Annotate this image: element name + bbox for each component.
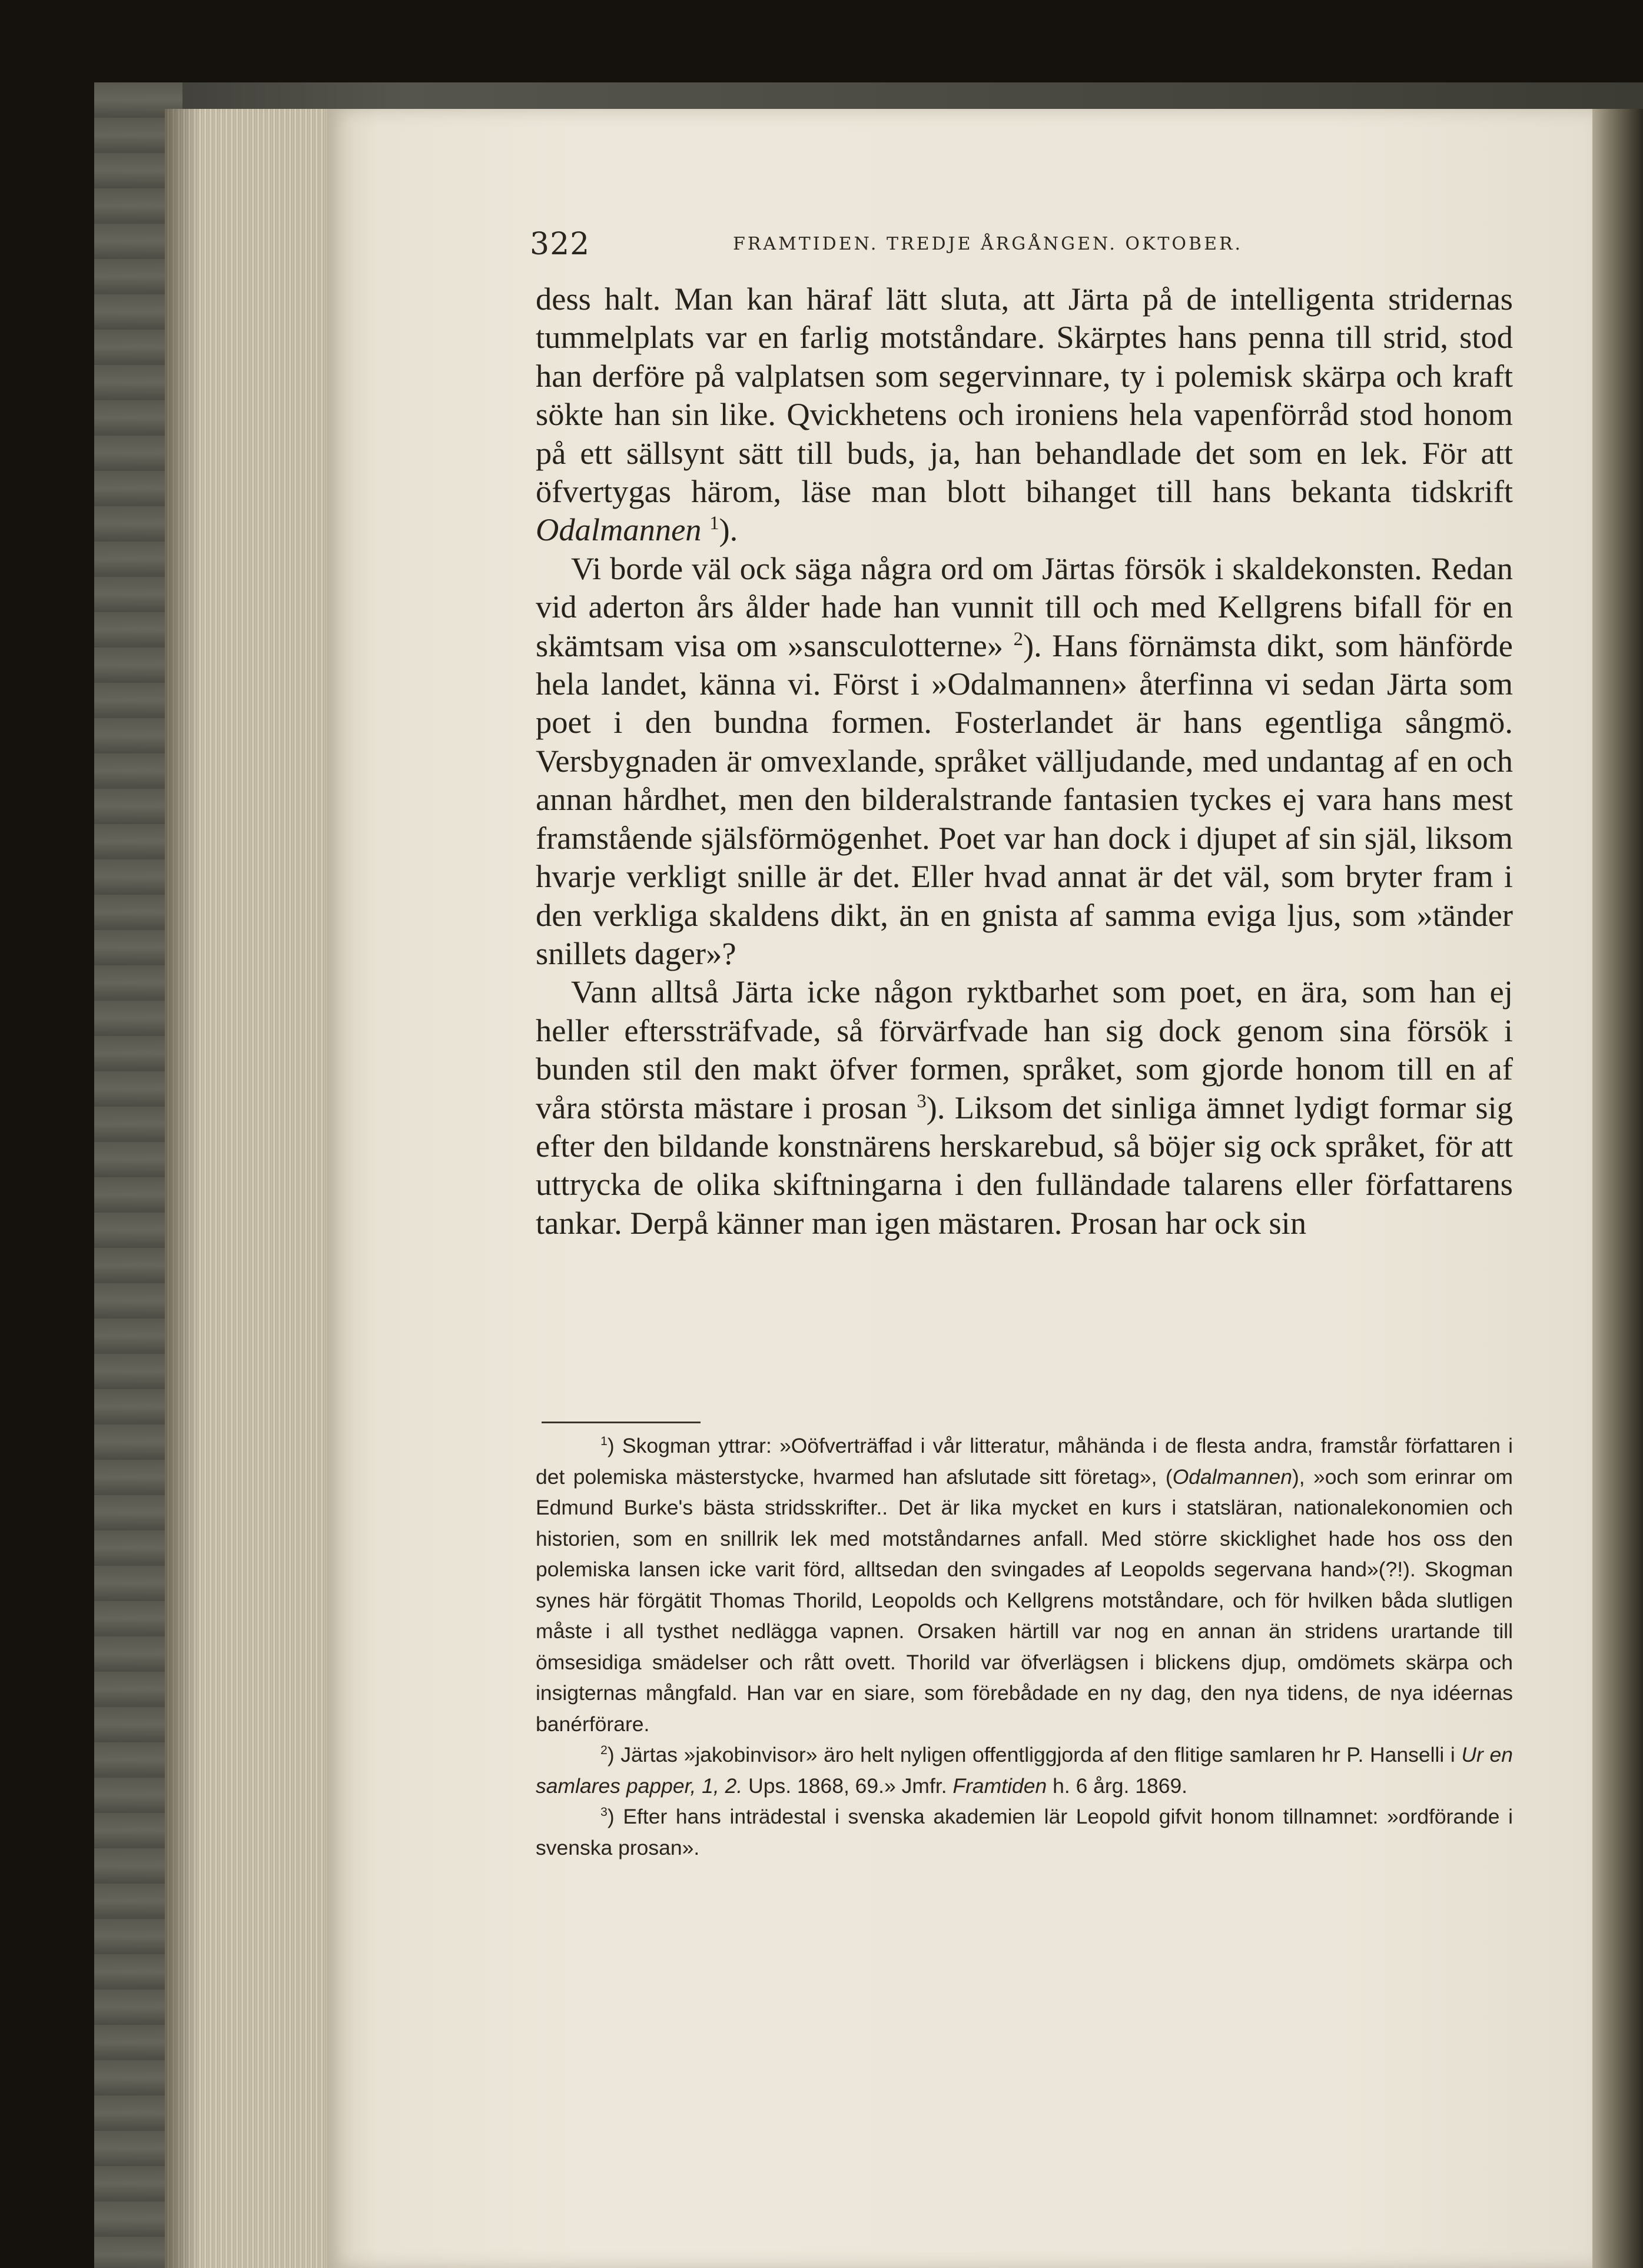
footnote-3-marker: 3 <box>600 1805 608 1819</box>
facing-page-edge <box>1589 109 1643 2268</box>
running-head <box>530 227 1360 262</box>
footnote-3 <box>536 1801 1513 1863</box>
footnote-1-marker: 1 <box>600 1434 608 1449</box>
footnote-1-italic: Odalmannen <box>1172 1465 1292 1489</box>
periodical-title: Odalmannen <box>536 512 702 548</box>
footnote-2-text-b: Ups. 1868, 69.» Jmfr. <box>742 1774 953 1798</box>
paragraph-3-text: Vann alltså Järta icke någon ryktbarhet som poet, en ära, som han ej heller efterssträfvade, så förvärfvade han sig dock genom sina försök i bunden stil den makt öfver formen, språket, som gjorde honom till en af våra största mästare i prosan <box>536 974 1513 1125</box>
paragraph-3 <box>536 972 1513 1242</box>
footnote-2-marker: 2 <box>600 1743 608 1758</box>
paragraph-2 <box>536 549 1513 972</box>
footnote-2-italic-a: Ur en samlares papper, 1, 2. <box>536 1743 1513 1798</box>
body-text <box>536 280 1513 1242</box>
footnote-1-text-a: ) Skogman yttrar: »Oöfverträffad i vår litteratur, måhända i de flesta andra, framstår författaren i det polemiska mästerstycke, hvarmed han afslutade sitt företag», ( <box>536 1434 1513 1489</box>
footnote-2-italic-b: Framtiden <box>952 1774 1047 1798</box>
footnote-1 <box>536 1430 1513 1739</box>
footnote-ref-3: 3 <box>917 1090 927 1112</box>
paragraph-1-text: dess halt. Man kan häraf lätt sluta, att Järta på de intelligenta stridernas tummelplats var en farlig motståndare. Skärptes hans penna till strid, stod han derföre på valplatsen som segervinnare, ty i polemisk skärpa och kraft sökte han sin like. Qvickhetens och ironiens hela vapenförråd stod honom på ett sällsynt sätt till buds, ja, han behandlade det som en lek. För att öfvertygas härom, läse man blott bihanget till hans bekanta tidskrift <box>536 281 1513 510</box>
footnote-1-text-b: ), »och som erinrar om Edmund Burke's bästa stridsskrifter.. Det är lika mycket en kurs i statsläran, nationalekonomien och historien, som en snillrik lek med motståndarnes anfall. Med större skicklighet hade hos oss den polemiska lansen icke varit förd, alltsedan den svingades af Leopolds segervana hand»(?!). Skogman synes här förgätit Thomas Thorild, Leopolds och Kellgrens motståndare, och för hvilken båda slutligen måste i all tysthet nedlägga vapnen. Orsaken härtill var nog en annan än stridens urartande till ömsesidiga smädelser och rått ovett. Thorild var öfverlägsen i blickens djup, omdömets skärpa och insigternas mångfald. Han var en siare, som förebådade en ny dag, den nya tidens, de nya idéernas banérförare. <box>536 1465 1513 1736</box>
footnote-3-text: ) Efter hans inträdestal i svenska akademien lär Leopold gifvit honom tillnamnet: »ordförande i svenska prosan». <box>536 1805 1513 1859</box>
footnote-2-text-c: h. 6 årg. 1869. <box>1047 1774 1188 1798</box>
paragraph-2-text: Vi borde väl ock säga några ord om Järtas försök i skaldekonsten. Redan vid aderton års ålder hade han vunnit till och med Kellgrens bifall för en skämtsam visa om »sansculotterne» <box>536 550 1513 663</box>
footnote-rule <box>542 1422 701 1423</box>
footnote-ref-2: 2 <box>1013 628 1023 650</box>
paragraph-2-end: ). Hans förnämsta dikt, som hänförde hela landet, känna vi. Först i »Odalmannen» återfinna vi sedan Järta som poet i den bundna formen. Fosterlandet är hans egentliga sångmö. Versbygnaden är omvexlande, språket välljudande, med undantag af en och annan hårdhet, men den bilderalstrande fantasien tyckes ej vara hans mest framstående själsförmögenhet. Poet var han dock i djupet af sin själ, liksom hvarje verkligt snille är det. Eller hvad annat är det väl, som bryter fram i den verkliga skaldens dikt, än en gnista af samma eviga ljus, som »tänder snillets dager»? <box>536 627 1513 971</box>
footnote-ref-1: 1 <box>709 513 719 534</box>
gutter-shadow <box>165 109 200 2268</box>
page-number: 322 <box>530 227 590 262</box>
paragraph-1 <box>536 280 1513 549</box>
paragraph-3-end: ). Liksom det sinliga ämnet lydigt formar sig efter den bildande konstnärens herskarebud, så böjer sig ock språket, för att uttrycka de olika skiftningarna i den fulländade talarens eller författarens tankar. Derpå känner man igen mästaren. Prosan har ock sin <box>536 1089 1513 1241</box>
footnote-2-text-a: ) Järtas »jakobinvisor» äro helt nyligen offentliggjorda af den flitige samlaren hr P. Hanselli i <box>607 1743 1462 1766</box>
running-title: FRAMTIDEN. TREDJE ÅRGÅNGEN. OKTOBER. <box>733 234 1243 254</box>
footnote-2 <box>536 1739 1513 1801</box>
paragraph-1-end: ). <box>719 512 738 548</box>
footnotes <box>536 1430 1513 1863</box>
